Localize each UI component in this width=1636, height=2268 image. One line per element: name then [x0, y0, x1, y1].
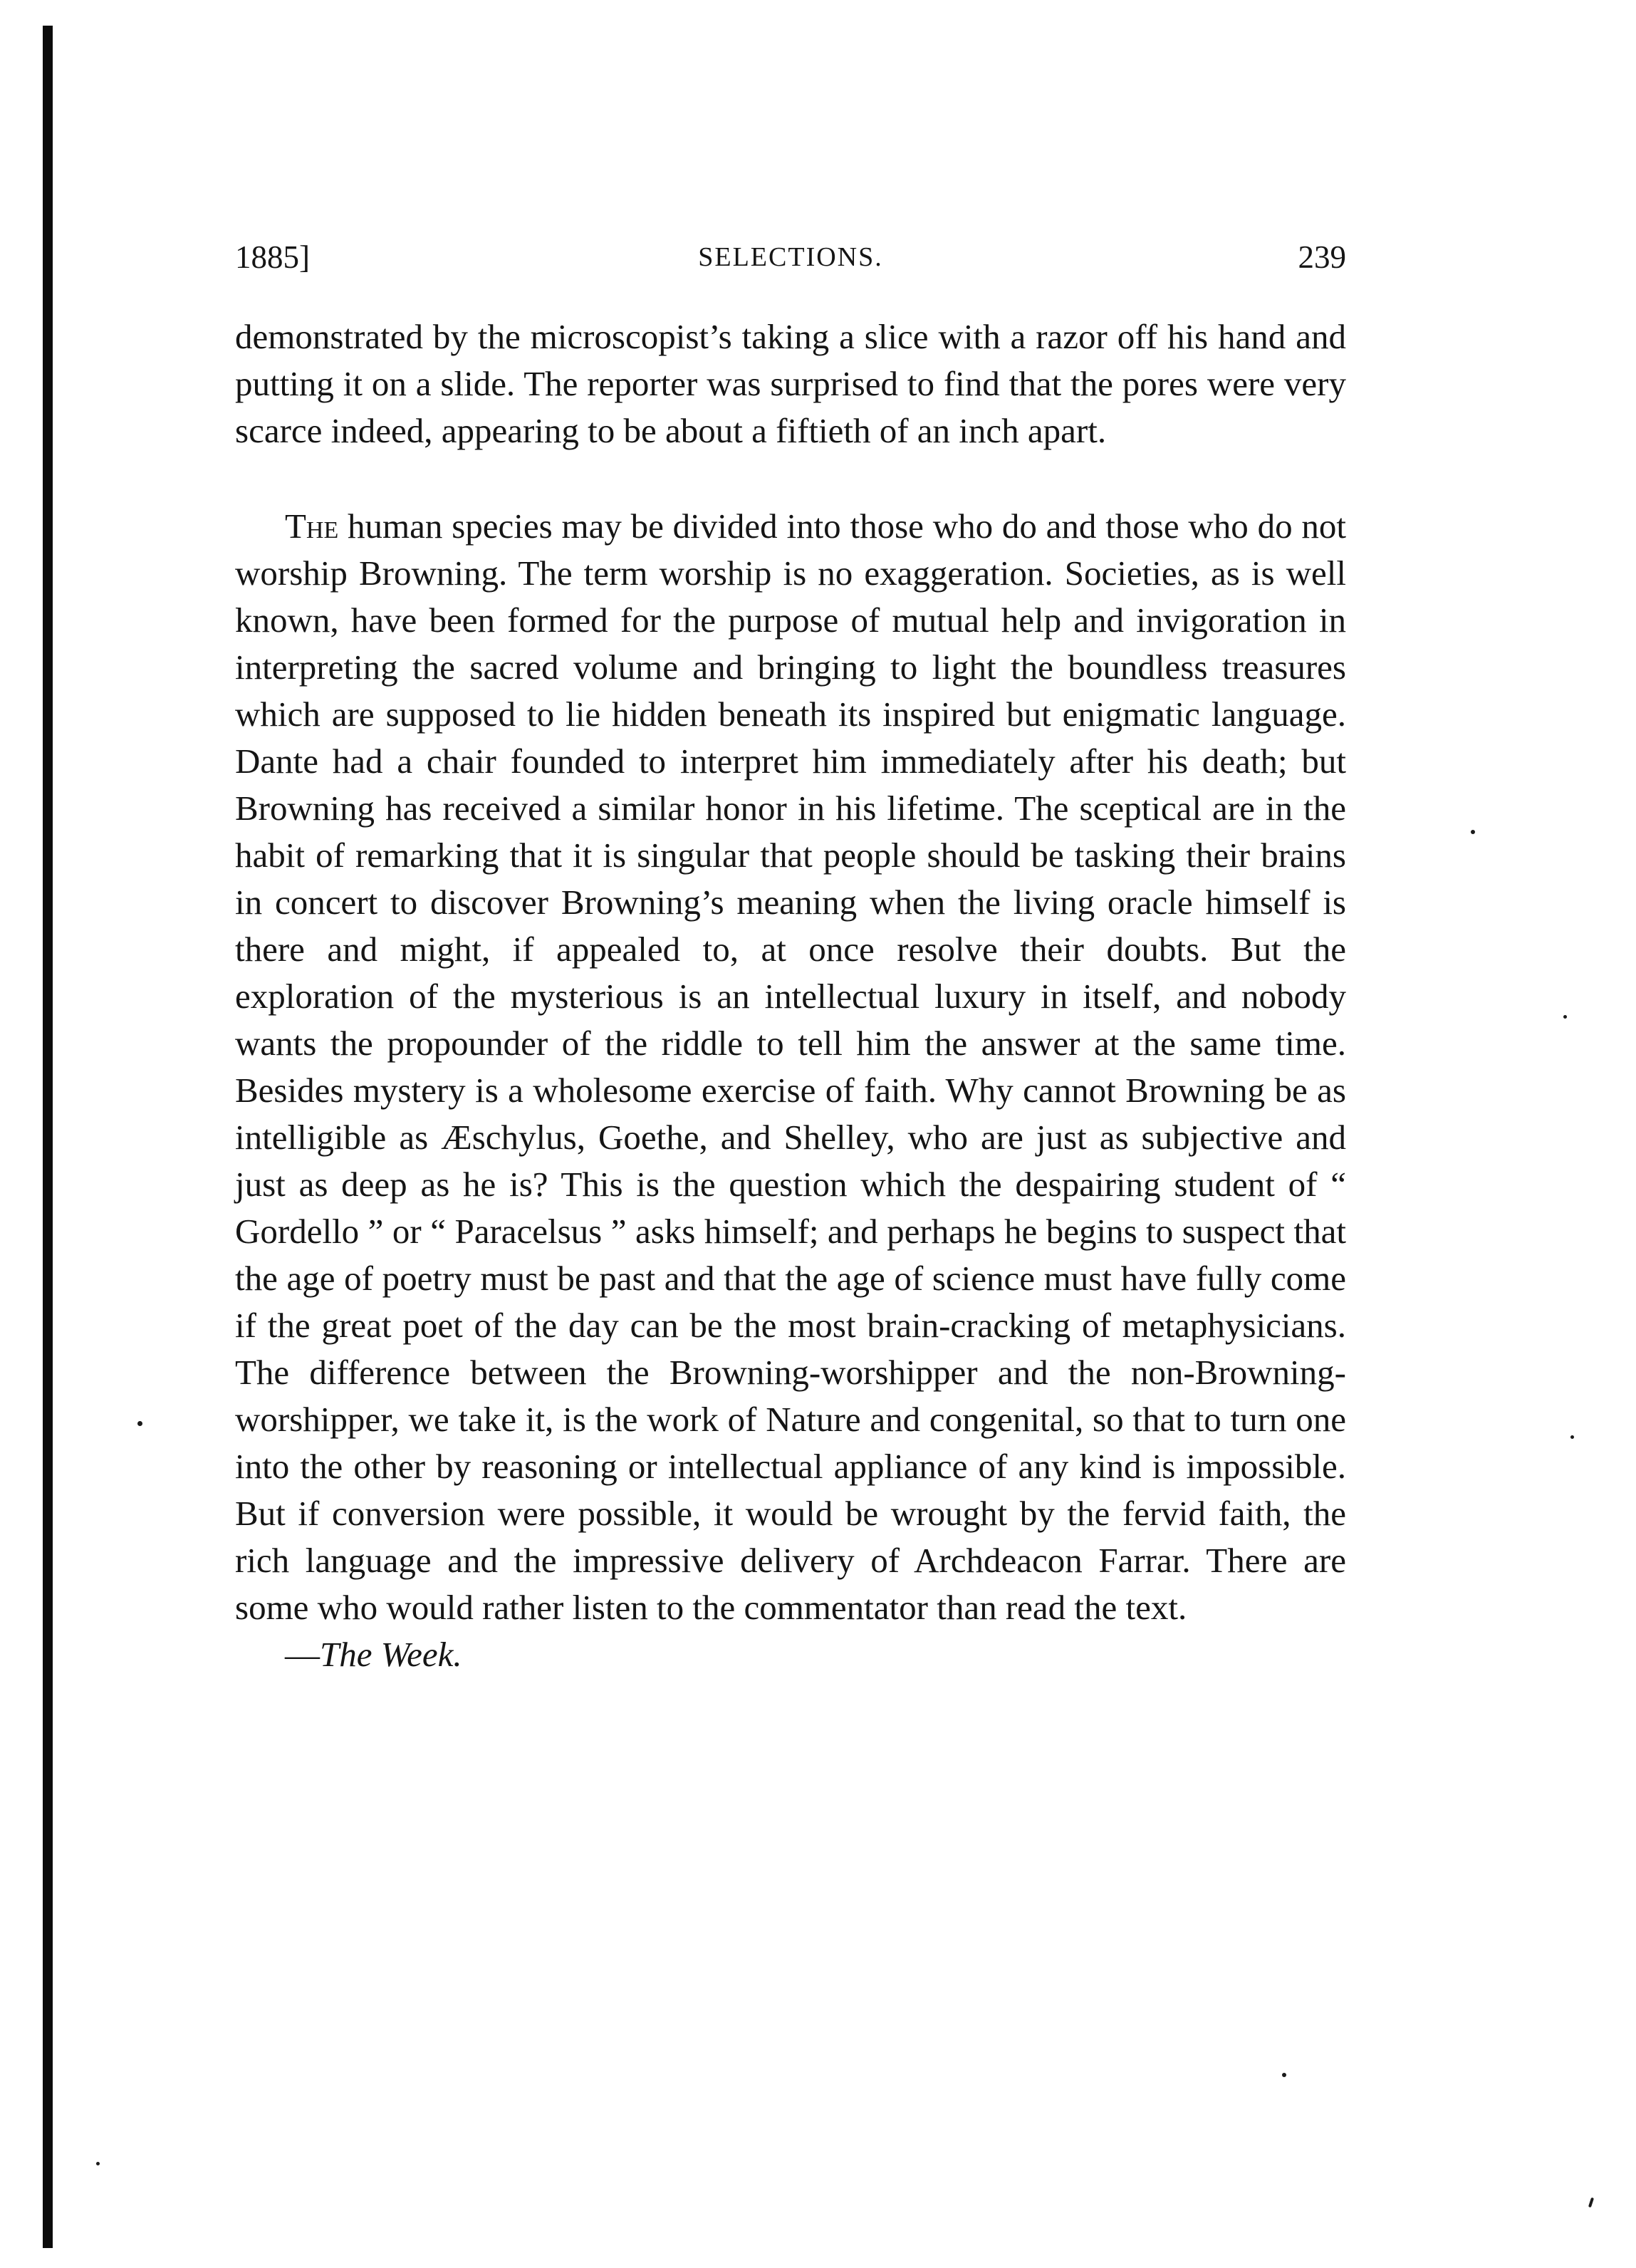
attribution-source: The Week. — [320, 1635, 462, 1674]
paragraph-continuation: demonstrated by the microscopist’s taking a slice with a razor off his hand and putting it on a slide. The reporter was surprised to find that the pores were very scarce indeed, appearing to be about a fiftieth of an inch apart. — [235, 317, 1346, 450]
page-body — [235, 313, 1346, 1678]
scan-speck — [1471, 830, 1475, 834]
paragraph-lead-word: The — [285, 506, 339, 546]
header-year: 1885] — [235, 239, 310, 275]
paragraph-browning — [235, 503, 1346, 1678]
scan-speck — [1563, 1015, 1567, 1019]
running-header — [235, 239, 1346, 288]
page-binding-edge — [43, 26, 53, 2248]
page-number: 239 — [1298, 239, 1346, 275]
source-attribution — [235, 1631, 1346, 1678]
scan-speck — [1570, 1435, 1574, 1439]
scan-speck — [1588, 2197, 1594, 2208]
paragraph-browning-text: human species may be divided into those who do and those who do not worship Browning. The term worship is no exaggeration. Societies, as is well known, have been formed for the purpose of mutual help and invigoration in interpreting the sacred volume and bringing to light the boundless treasures which are supposed to lie hidden beneath its inspired but enigmatic language. Dante had a chair founded to interpret him immediately after his death; but Browning has received a similar honor in his lifetime. The sceptical are in the habit of remarking that it is singular that people should be tasking their brains in concert to discover Browning’s meaning when the living oracle himself is there and might, if appealed to, at once resolve their doubts. But the exploration of the mysterious is an intellectual luxury in itself, and nobody wants the propounder of the riddle to tell him the answer at the same time. Besides mystery is a wholesome exercise of faith. Why cannot Browning be as intelligible as Æschylus, Goethe, and Shelley, who are just as subjective and just as deep as he is? This is the question which the despairing student of “ Gordello ” or “ Paracelsus ” asks himself; and perhaps he begins to suspect that the age of poetry must be past and that the age of science must have fully come if the great poet of the day can be the most brain-cracking of metaphysicians. The difference between the Browning-worshipper and the non-Browning-worshipper, we take it, is the work of Nature and congenital, so that to turn one into the other by reasoning or intellectual appliance of any kind is impossible. But if conversion were possible, it would be wrought by the fervid faith, the rich language and the impressive delivery of Archdeacon Farrar. There are some who would rather listen to the commentator than read the text. — [235, 506, 1346, 1627]
scan-speck — [137, 1421, 142, 1426]
header-title: SELECTIONS. — [698, 242, 883, 272]
scan-speck — [96, 2162, 100, 2165]
scan-speck — [1282, 2073, 1286, 2077]
attribution-dash: — — [285, 1635, 320, 1674]
